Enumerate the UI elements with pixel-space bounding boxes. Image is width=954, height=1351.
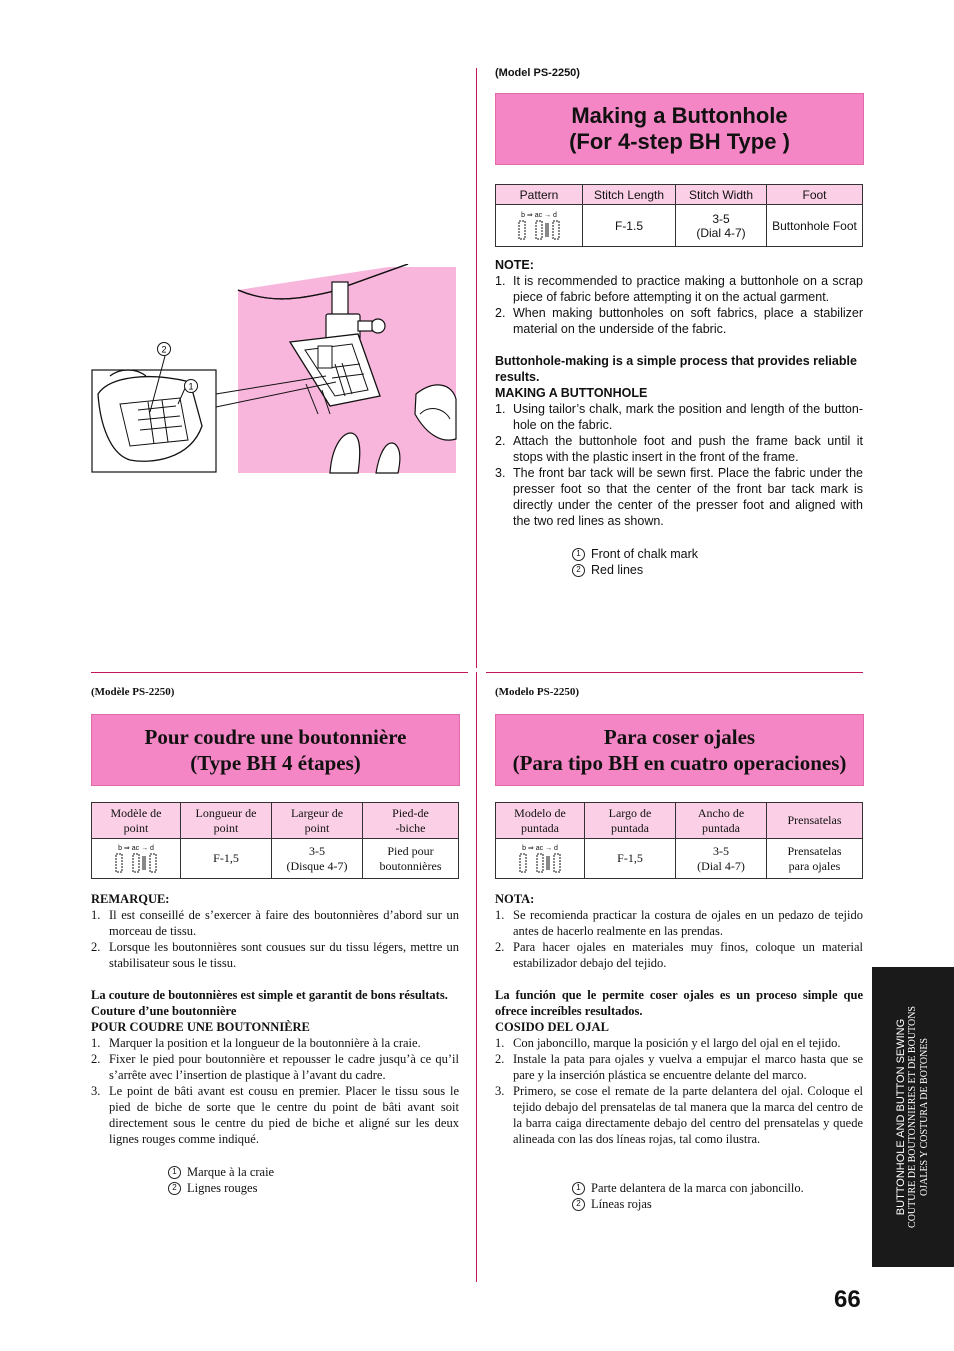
intro-2-fr: Couture d’une boutonnière [91,1004,237,1018]
stitch-width-value [676,839,767,879]
intro-fr: La couture de boutonnières est simple et garantit de bons résultats. [91,988,448,1002]
list-item: 1. Con jaboncillo, marque la posición y el largo del ojal en el tejido. [495,1036,841,1050]
row-divider-right [486,672,863,673]
buttonhole-foot-illustration [90,264,458,476]
steps-list-fr [91,1035,459,1147]
section-heading-fr: POUR COUDRE UNE BOUTONNIÈRE [91,1020,310,1034]
model-label-fr: (Modèle PS-2250) [91,686,175,698]
section-heading-es: COSIDO DEL OJAL [495,1020,609,1034]
intro-en: Buttonhole-making is a simple process that provides reliable results. [495,354,857,384]
steps-list-es [495,1035,863,1147]
intro-es: La función que le permite coser ojales es un proceso simple que ofrece increíbles resultados. [495,988,863,1018]
page-number: 66 [834,1286,861,1313]
header-foot: Foot [767,185,863,205]
stitch-width-line2: (Disque 4-7) [286,858,348,873]
side-tab-line1: BUTTONHOLE AND BUTTON SEWING [895,1018,907,1216]
header-stitch-length: Stitch Length [583,185,676,205]
header-stitch-width: Stitch Width [676,185,767,205]
row-divider-left [91,672,468,673]
list-item: 1. It is recommended to practice making a buttonhole on a scrap piece of fabric before attempting it on the actual garment. [495,274,863,304]
stitch-width-line1: 3-5 [713,843,729,858]
header-foot: Pied-de -biche [363,803,459,839]
legend-item: 1 Front of chalk mark [572,546,698,562]
stitch-width-line2: (Dial 4-7) [696,225,746,240]
page-title-fr: Pour coudre une boutonnière (Type BH 4 étapes) [144,725,407,775]
notes-list-en [495,273,863,337]
side-tab-line2: COUTURE DE BOUTONNIERES ET DE BOUTONS [907,1006,918,1228]
buttonhole-stitch-icon [517,852,563,874]
content-fr [91,891,459,1147]
legend-fr [168,1164,274,1196]
page-title-es: Para coser ojales (Para tipo BH en cuatro operaciones) [512,725,847,775]
note-heading-es: NOTA: [495,892,535,906]
header-stitch-width: Largeur de point [272,803,363,839]
buttonhole-stitch-icon [516,219,562,241]
list-item: 2. Para hacer ojales en materiales muy finos, coloque un material estabilizador debajo del tejido. [495,940,863,970]
list-item: 2. Lorsque les boutonnières sont cousues sur du tissu légers, mettre un stabilisateur sous le tissu. [91,940,459,970]
section-heading-en: MAKING A BUTTONHOLE [495,386,648,400]
list-item: 3. The front bar tack will be sewn first. Place the fabric under the presser foot so that the center of the front bar tack mark is directly under the center of the presser foot and aligned with the two red lines as shown. [495,466,863,528]
stitch-width-line2: (Dial 4-7) [697,858,745,873]
pattern-cell [92,839,181,879]
list-item: 1. Se recomienda practicar la costura de ojales en un pedazo de tejido antes de hacerlo realmente en las prendas. [495,908,863,938]
stitch-width-line1: 3-5 [309,843,325,858]
header-stitch-width: Ancho de puntada [676,803,767,839]
notes-list-fr [91,907,459,971]
legend-en [572,546,698,578]
notes-list-es [495,907,863,971]
stitch-width-line1: 3-5 [712,211,730,226]
legend-item: 2 Lignes rouges [168,1180,274,1196]
note-heading-fr: REMARQUE: [91,892,170,906]
model-label-es: (Modelo PS-2250) [495,686,580,698]
section-side-tab [872,967,954,1267]
list-item: 1. Marquer la position et la longueur de la boutonnière à la craie. [91,1036,421,1050]
foot-value: Prensatelas para ojales [767,839,863,879]
spec-table-en [495,184,863,247]
note-heading-en: NOTE: [495,258,534,272]
list-item: 2. Fixer le pied pour boutonnière et repousser le cadre jusqu’à ce qu’il s’arrête avec l’insertion de plastique à l’avant du cadre. [91,1052,459,1082]
header-pattern: Modelo de puntada [496,803,585,839]
side-tab-text [895,1006,931,1228]
stitch-length-value: F-1,5 [181,839,272,879]
header-stitch-length: Longueur de point [181,803,272,839]
stitch-width-value [272,839,363,879]
stitch-length-value: F-1,5 [585,839,676,879]
list-item: 1. Il est conseillé de s’exercer à faire des boutonnières d’abord sur un morceau de tissu. [91,908,459,938]
list-item: 3. Primero, se cose el remate de la parte delantera del ojal. Coloque el tejido debajo del prensatelas de tal manera que la marca del centro de la barra caiga directamente debajo del centro del prensatelas y quede alineada con las dos líneas rojas, tal como ilustra. [495,1084,863,1146]
pattern-cell [496,205,583,247]
legend-item: 2 Líneas rojas [572,1196,804,1212]
title-banner-en [495,93,864,165]
model-label-en: (Model PS-2250) [495,67,580,79]
spec-table-fr [91,802,459,879]
title-banner-es [495,714,864,786]
legend-item: 1 Marque à la craie [168,1164,274,1180]
stitch-width-value [676,205,767,247]
steps-list-en [495,401,863,529]
list-item: 3. Le point de bâti avant est cousu en premier. Placer le tissu sous le pied de biche de sorte que le centre du point de bâti avant soit directement sous le centre du pied de biche et aligné sur les deux lignes rouges comme indiqué. [91,1084,459,1146]
legend-item: 1 Parte delantera de la marca con jaboncillo. [572,1180,804,1196]
content-es [495,891,863,1147]
page-title-en: Making a Buttonhole (For 4-step BH Type ) [569,103,790,154]
pattern-cell [496,839,585,879]
pattern-label: b ⇒ ac → d [521,211,557,219]
side-tab-line3: OJALES Y COSTURA DE BOTONES [919,1038,930,1196]
callout-1: 1 [188,381,194,392]
stitch-length-value: F-1.5 [583,205,676,247]
pattern-label: b ⇒ ac → d [522,844,558,852]
list-item: 2. Attach the buttonhole foot and push the frame back until it stops with the plastic insert in the front of the frame. [495,434,863,464]
foot-value: Buttonhole Foot [767,205,863,247]
header-stitch-length: Largo de puntada [585,803,676,839]
column-divider-bottom [476,672,477,1282]
foot-value: Pied pour boutonnières [363,839,459,879]
header-pattern: Modèle de point [92,803,181,839]
pattern-label: b ⇒ ac → d [118,844,154,852]
title-banner-fr [91,714,460,786]
spec-table-es [495,802,863,879]
legend-es [572,1180,804,1212]
buttonhole-stitch-icon [113,852,159,874]
legend-item: 2 Red lines [572,562,698,578]
header-foot: Prensatelas [767,803,863,839]
content-en [495,257,863,529]
list-item: 2. Instale la pata para ojales y vuelva a empujar el marco hasta que se pare y la inserción plástica se encuentre delante del marco. [495,1052,863,1082]
callout-2: 2 [161,344,167,355]
list-item: 2. When making buttonholes on soft fabrics, place a stabilizer material on the underside of the fabric. [495,306,863,336]
header-pattern: Pattern [496,185,583,205]
list-item: 1. Using tailor’s chalk, mark the position and length of the button-hole on the fabric. [495,402,863,432]
column-divider-top [476,68,477,668]
